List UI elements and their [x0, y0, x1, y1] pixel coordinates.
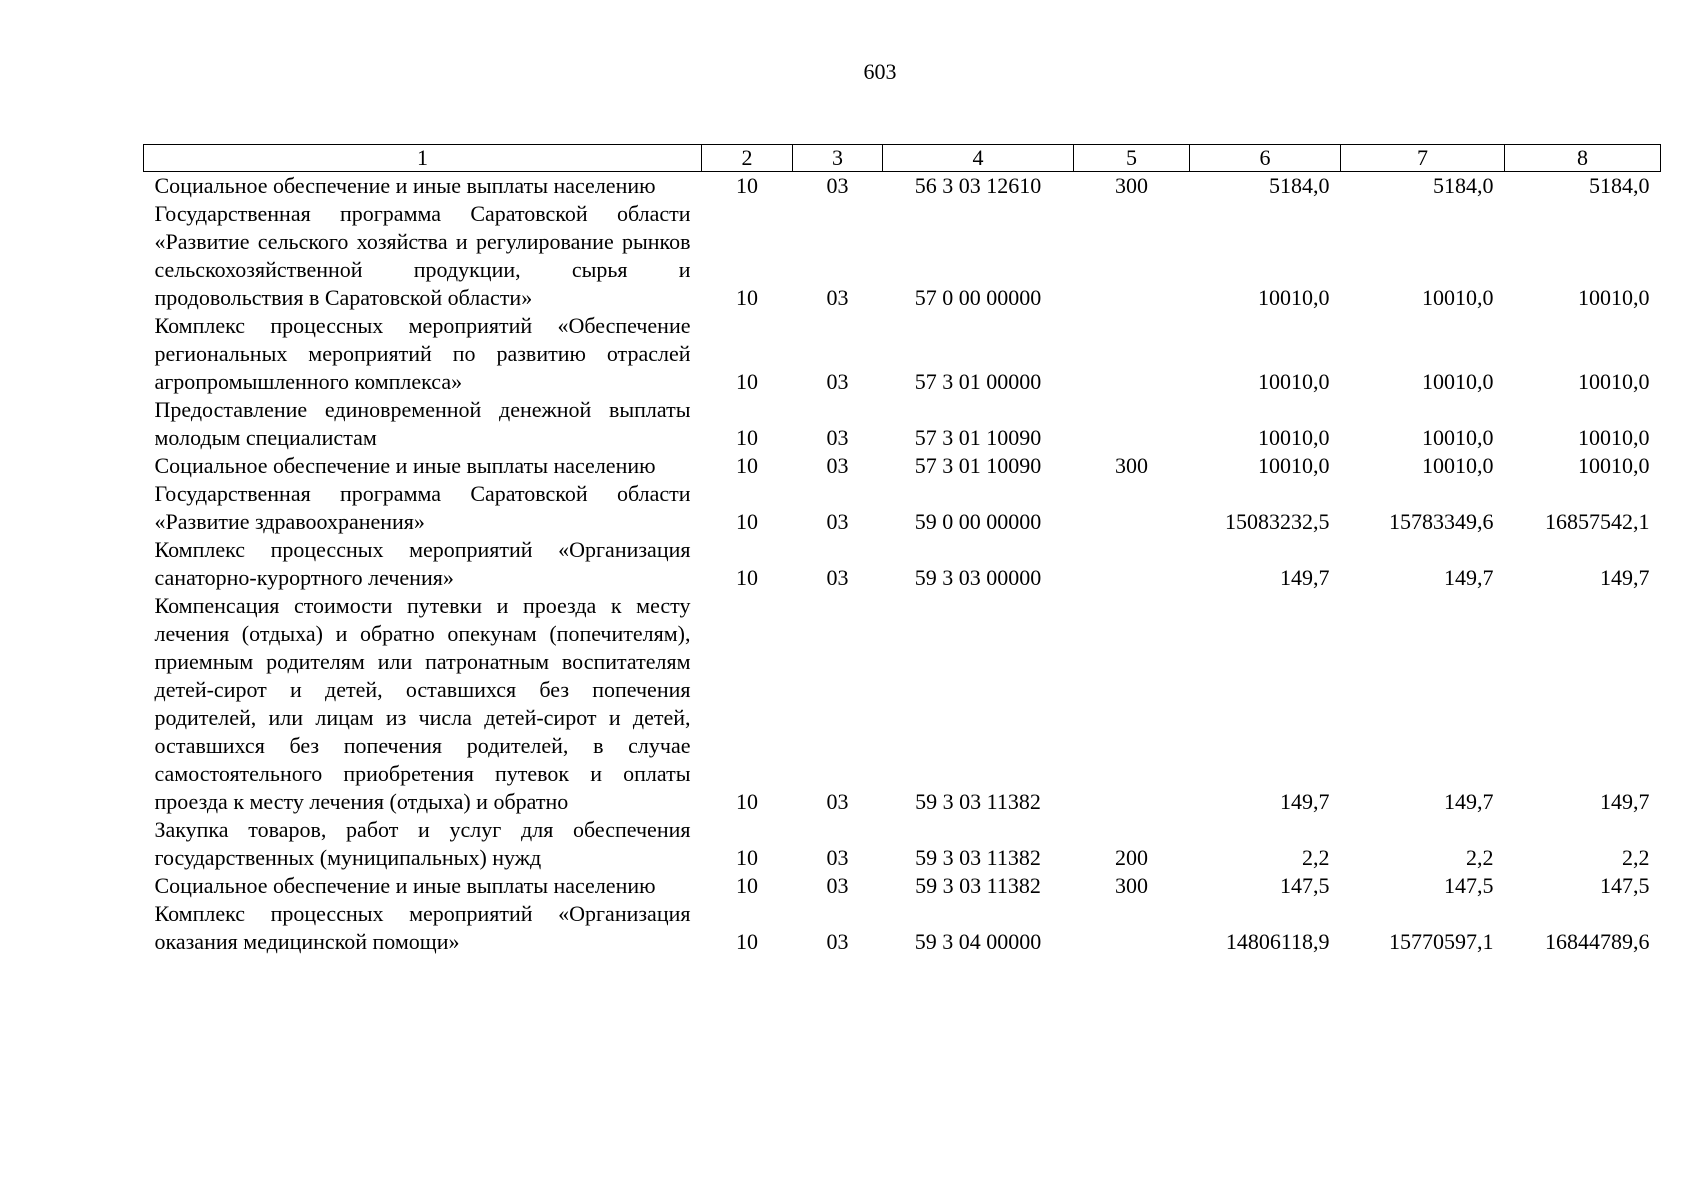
amount-year1-cell: 2,2	[1302, 845, 1330, 870]
amount-year3-cell: 16857542,1	[1545, 509, 1650, 534]
target-article-cell: 57 3 01 00000	[914, 369, 1042, 394]
amount-year2-cell: 10010,0	[1422, 285, 1494, 310]
amount-year1-cell: 149,7	[1280, 565, 1330, 590]
expense-type-cell	[1074, 536, 1190, 592]
amount-year1-cell: 10010,0	[1258, 425, 1330, 450]
amount-year1-cell: 10010,0	[1258, 369, 1330, 394]
column-header: 2	[702, 145, 793, 172]
section-cell: 10	[736, 873, 758, 898]
page-number: 603	[863, 59, 897, 84]
amount-year2-cell: 149,7	[1444, 565, 1494, 590]
section-cell: 10	[736, 789, 758, 814]
amount-year3-cell: 147,5	[1600, 873, 1650, 898]
amount-year2-cell: 10010,0	[1422, 453, 1494, 478]
subsection-cell: 03	[826, 845, 849, 870]
row-name-cell: Социальное обеспечение и иные выплаты населению	[154, 873, 656, 898]
table-row	[144, 172, 1661, 201]
amount-year1-cell: 5184,0	[1269, 173, 1330, 198]
column-header: 5	[1074, 145, 1190, 172]
amount-year2-cell: 147,5	[1444, 873, 1494, 898]
subsection-cell: 03	[826, 173, 849, 198]
amount-year2-cell: 15783349,6	[1389, 509, 1494, 534]
amount-year3-cell: 10010,0	[1578, 453, 1650, 478]
row-name-cell: Государственная программа Саратовской области «Развитие сельского хозяйства и регулирование рынков сельскохозяйственной продукции, сырья и продовольствия в Саратовской области»	[154, 201, 691, 310]
section-cell: 10	[736, 509, 758, 534]
table-row	[144, 900, 1661, 956]
expense-type-cell	[1074, 900, 1190, 956]
subsection-cell: 03	[826, 369, 849, 394]
amount-year1-cell: 147,5	[1280, 873, 1330, 898]
row-name-cell: Комплекс процессных мероприятий «Организация оказания медицинской помощи»	[154, 901, 691, 954]
section-cell: 10	[736, 425, 758, 450]
target-article-cell: 59 3 03 11382	[915, 873, 1041, 898]
subsection-cell: 03	[826, 565, 849, 590]
subsection-cell: 03	[826, 929, 849, 954]
target-article-cell: 57 3 01 10090	[914, 453, 1042, 478]
amount-year1-cell: 10010,0	[1258, 285, 1330, 310]
header-row	[144, 145, 1661, 172]
table-row	[144, 872, 1661, 900]
amount-year1-cell: 15083232,5	[1225, 509, 1330, 534]
amount-year1-cell: 149,7	[1280, 789, 1330, 814]
section-cell: 10	[736, 845, 758, 870]
row-name-cell: Социальное обеспечение и иные выплаты населению	[154, 173, 656, 198]
expense-type-cell	[1074, 200, 1190, 312]
subsection-cell: 03	[826, 509, 849, 534]
amount-year3-cell: 16844789,6	[1545, 929, 1650, 954]
subsection-cell: 03	[826, 789, 849, 814]
expense-type-cell	[1074, 312, 1190, 396]
expense-type-cell: 300	[1115, 453, 1148, 478]
subsection-cell: 03	[826, 285, 849, 310]
amount-year3-cell: 10010,0	[1578, 369, 1650, 394]
expense-type-cell: 300	[1115, 873, 1148, 898]
amount-year2-cell: 10010,0	[1422, 425, 1494, 450]
table-row	[144, 452, 1661, 480]
section-cell: 10	[736, 173, 758, 198]
target-article-cell: 59 0 00 00000	[914, 509, 1042, 534]
expense-type-cell	[1074, 592, 1190, 816]
subsection-cell: 03	[826, 425, 849, 450]
column-header: 6	[1190, 145, 1341, 172]
column-header: 3	[793, 145, 883, 172]
row-name-cell: Социальное обеспечение и иные выплаты населению	[154, 453, 656, 478]
amount-year1-cell: 14806118,9	[1225, 929, 1330, 954]
amount-year2-cell: 15770597,1	[1389, 929, 1494, 954]
amount-year2-cell: 149,7	[1444, 789, 1494, 814]
amount-year3-cell: 149,7	[1600, 565, 1650, 590]
column-header: 8	[1505, 145, 1661, 172]
row-name-cell: Комплекс процессных мероприятий «Обеспечение региональных мероприятий по развитию отраслей агропромышленного комплекса»	[154, 313, 691, 394]
target-article-cell: 59 3 03 11382	[915, 789, 1041, 814]
target-article-cell: 59 3 04 00000	[914, 929, 1042, 954]
target-article-cell: 56 3 03 12610	[914, 173, 1042, 198]
row-name-cell: Комплекс процессных мероприятий «Организация санаторно-курортного лечения»	[154, 537, 691, 590]
section-cell: 10	[736, 453, 758, 478]
table-row	[144, 200, 1661, 312]
target-article-cell: 59 3 03 00000	[914, 565, 1042, 590]
budget-table	[143, 144, 1661, 956]
table-row	[144, 396, 1661, 452]
column-header: 1	[144, 145, 702, 172]
row-name-cell: Государственная программа Саратовской области «Развитие здравоохранения»	[154, 481, 691, 534]
section-cell: 10	[736, 565, 758, 590]
target-article-cell: 57 0 00 00000	[914, 285, 1042, 310]
subsection-cell: 03	[826, 873, 849, 898]
table-row	[144, 480, 1661, 536]
section-cell: 10	[736, 369, 758, 394]
expense-type-cell	[1074, 396, 1190, 452]
amount-year2-cell: 10010,0	[1422, 369, 1494, 394]
target-article-cell: 59 3 03 11382	[915, 845, 1041, 870]
table-row	[144, 592, 1661, 816]
row-name-cell: Закупка товаров, работ и услуг для обеспечения государственных (муниципальных) нужд	[154, 817, 691, 870]
amount-year3-cell: 2,2	[1622, 845, 1650, 870]
amount-year3-cell: 10010,0	[1578, 425, 1650, 450]
section-cell: 10	[736, 285, 758, 310]
column-header: 7	[1341, 145, 1505, 172]
table-row	[144, 312, 1661, 396]
amount-year3-cell: 5184,0	[1589, 173, 1650, 198]
amount-year2-cell: 5184,0	[1433, 173, 1494, 198]
amount-year3-cell: 10010,0	[1578, 285, 1650, 310]
amount-year1-cell: 10010,0	[1258, 453, 1330, 478]
subsection-cell: 03	[826, 453, 849, 478]
table-row	[144, 816, 1661, 872]
target-article-cell: 57 3 01 10090	[914, 425, 1042, 450]
row-name-cell: Компенсация стоимости путевки и проезда к месту лечения (отдыха) и обратно опекунам (попечителям), приемным родителям или патронатным воспитателям детей-сирот и детей, оставшихся без попечения родителей, или лицам из числа детей-сирот и детей, оставшихся без попечения родителей, в случае самостоятельного приобретения путевок и оплаты проезда к месту лечения (отдыха) и обратно	[154, 593, 691, 814]
amount-year3-cell: 149,7	[1600, 789, 1650, 814]
section-cell: 10	[736, 929, 758, 954]
expense-type-cell: 300	[1115, 173, 1148, 198]
amount-year2-cell: 2,2	[1466, 845, 1494, 870]
expense-type-cell: 200	[1115, 845, 1148, 870]
expense-type-cell	[1074, 480, 1190, 536]
column-header: 4	[883, 145, 1074, 172]
table-row	[144, 536, 1661, 592]
table-body	[144, 172, 1661, 957]
row-name-cell: Предоставление единовременной денежной выплаты молодым специалистам	[154, 397, 691, 450]
